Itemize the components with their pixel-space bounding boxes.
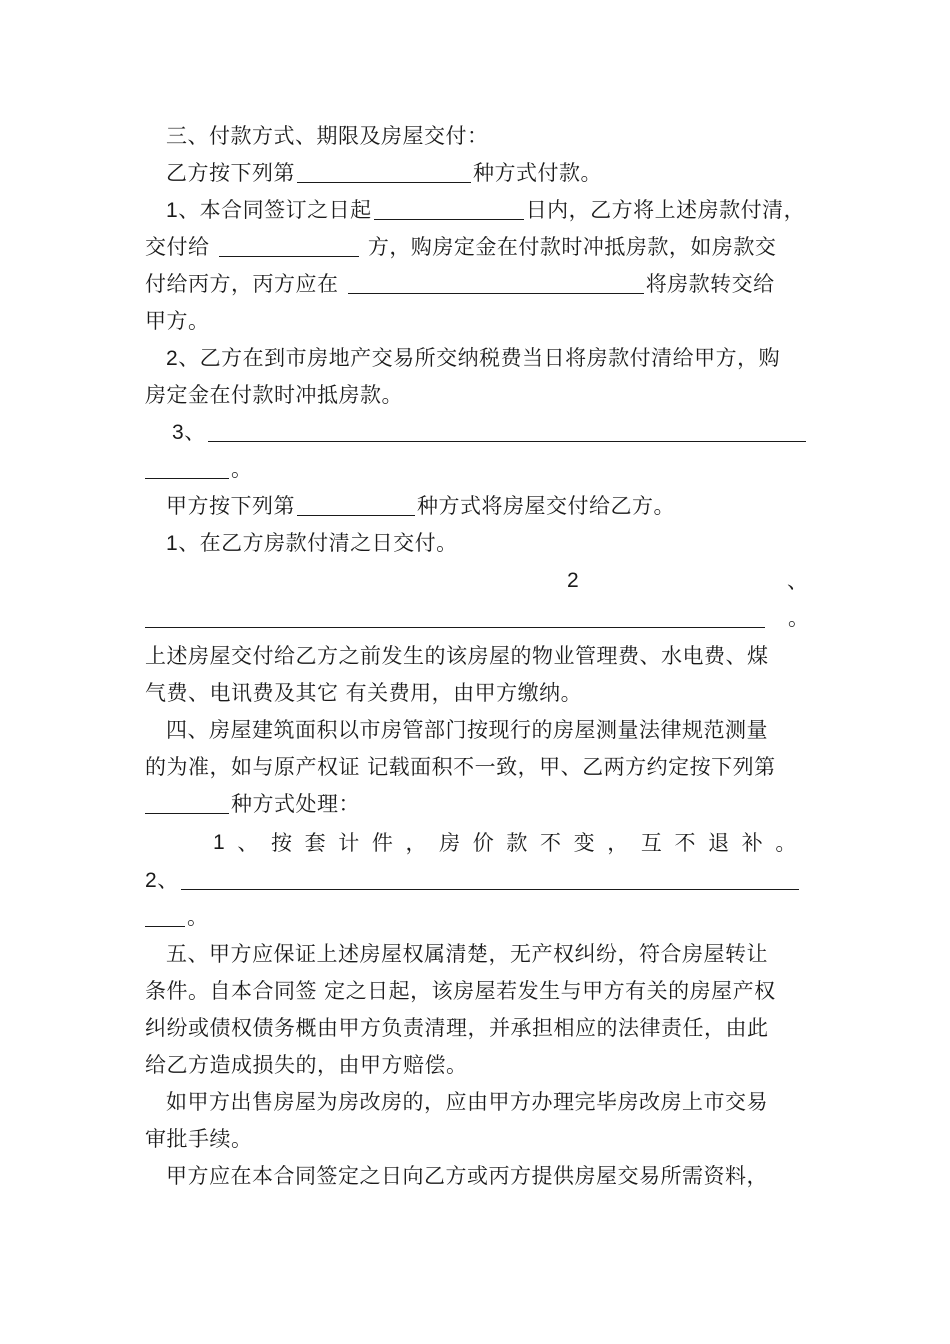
section4-option2-line-b: 。 <box>145 899 810 935</box>
payment-method-blank[interactable] <box>297 160 471 183</box>
section4-line-c: 种方式处理： <box>145 786 810 822</box>
section5-line-d: 给乙方造成损失的，由甲方赔偿。 <box>145 1053 468 1077</box>
section4-option1: 1 、 按 套 计 件 ， 房 价 款 不 变 ， 互 不 退 补 。 <box>213 831 797 855</box>
item3-line-b: 。 <box>145 451 810 487</box>
section5-line-b: 条件。自本合同签 定之日起，该房屋若发生与甲方有关的房屋产权 <box>145 979 776 1003</box>
delivery2-blank[interactable] <box>145 605 765 628</box>
transfer-time-blank[interactable] <box>348 271 644 294</box>
item1-line-a: 1、本合同签订之日起 日内，乙方将上述房款付清， <box>166 198 806 222</box>
option2-blank[interactable] <box>181 867 799 890</box>
item3-blank-continued[interactable] <box>145 456 229 479</box>
item1-line-b: 交付给 方，购房定金在付款时冲抵房款，如房款交 <box>145 235 777 259</box>
delivery2-line-b: 。 <box>145 600 810 636</box>
item1-line-c: 付给丙方，丙方应在 将房款转交给 <box>145 272 775 296</box>
payment-method-line: 乙方按下列第 种方式付款。 <box>166 161 602 185</box>
payee-blank[interactable] <box>219 234 359 257</box>
section4-line-a: 四、房屋建筑面积以市房管部门按现行的房屋测量法律规范测量 <box>166 718 768 742</box>
delivery1-line: 1、在乙方房款付清之日交付。 <box>166 531 458 555</box>
contract-page: 三、付款方式、期限及房屋交付： 乙方按下列第 种方式付款。 1、本合同签订之日起 日内，乙方将上述房款付清， 交付给 方，购房定金在付款时冲抵房款，如房款交 付给丙方，丙方应在 将房款转交给 甲方。 2、乙方在到市房地产交易所交纳税费当日将房款付清给甲方，购 房定金在付款时冲抵房款。 3、 。 甲方按下列第 种方式将房屋交付给乙方。 1、在乙方房款付清之日交付。 2 、 。 上述房屋交付给乙方之前发生的该房屋的物业管理费、水电费、煤 气费、电讯费及其它 有关费用，由甲方缴纳。 四、房屋建筑面积以市房管部门按现行的房屋测量法律规范测量 的为准，如与原产权证 记载面积不一致，甲、乙两方约定按下列第 种方式处理： 1 、 按 套 计 件 ， 房 价 款 不 变 ， 互 不 退 补 。 2、 。 五、甲方应保证上述房屋权属清楚，无产权纠纷，符合房屋转让 条件。自本合同签 定之日起，该房屋若发生与甲方有关的房屋产权 纠纷或债权债务概由甲方负责清理，并承担相应的法律责任，由此 给乙方造成损失的，由甲方赔偿。 如甲方出售房屋为房改房的，应由甲方办理完毕房改房上市交易 审批手续。 甲方应在本合同签定之日向乙方或丙方提供房屋交易所需资料， <box>0 0 950 1344</box>
section4-option2-line-a: 2、 <box>145 862 810 899</box>
item2-line-b: 房定金在付款时冲抵房款。 <box>145 383 403 407</box>
item3-line-a: 3、 <box>145 414 810 451</box>
item1-line-d: 甲方。 <box>145 309 210 333</box>
fees-line-a: 上述房屋交付给乙方之前发生的该房屋的物业管理费、水电费、煤 <box>145 644 769 668</box>
area-method-blank[interactable] <box>145 791 229 814</box>
section5-line-c: 纠纷或债权债务概由甲方负责清理，并承担相应的法律责任，由此 <box>145 1016 769 1040</box>
reform-housing-line-b: 审批手续。 <box>145 1127 253 1151</box>
item3-blank[interactable] <box>208 419 806 442</box>
fees-line-b: 气费、电讯费及其它 有关费用，由甲方缴纳。 <box>145 681 583 705</box>
section4-line-b: 的为准，如与原产权证 记载面积不一致，甲、乙两方约定按下列第 <box>145 755 776 779</box>
reform-housing-line-a: 如甲方出售房屋为房改房的，应由甲方办理完毕房改房上市交易 <box>166 1090 768 1114</box>
delivery-method-blank[interactable] <box>297 493 415 516</box>
payment-days-blank[interactable] <box>374 197 524 220</box>
item2-line-a: 2、乙方在到市房地产交易所交纳税费当日将房款付清给甲方，购 <box>166 346 781 370</box>
option2-blank-continued[interactable] <box>145 904 185 927</box>
section3-heading: 三、付款方式、期限及房屋交付： <box>166 124 489 148</box>
delivery-method-line: 甲方按下列第 种方式将房屋交付给乙方。 <box>166 494 675 518</box>
documents-line-a: 甲方应在本合同签定之日向乙方或丙方提供房屋交易所需资料， <box>166 1164 768 1188</box>
section5-line-a: 五、甲方应保证上述房屋权属清楚，无产权纠纷，符合房屋转让 <box>166 942 768 966</box>
